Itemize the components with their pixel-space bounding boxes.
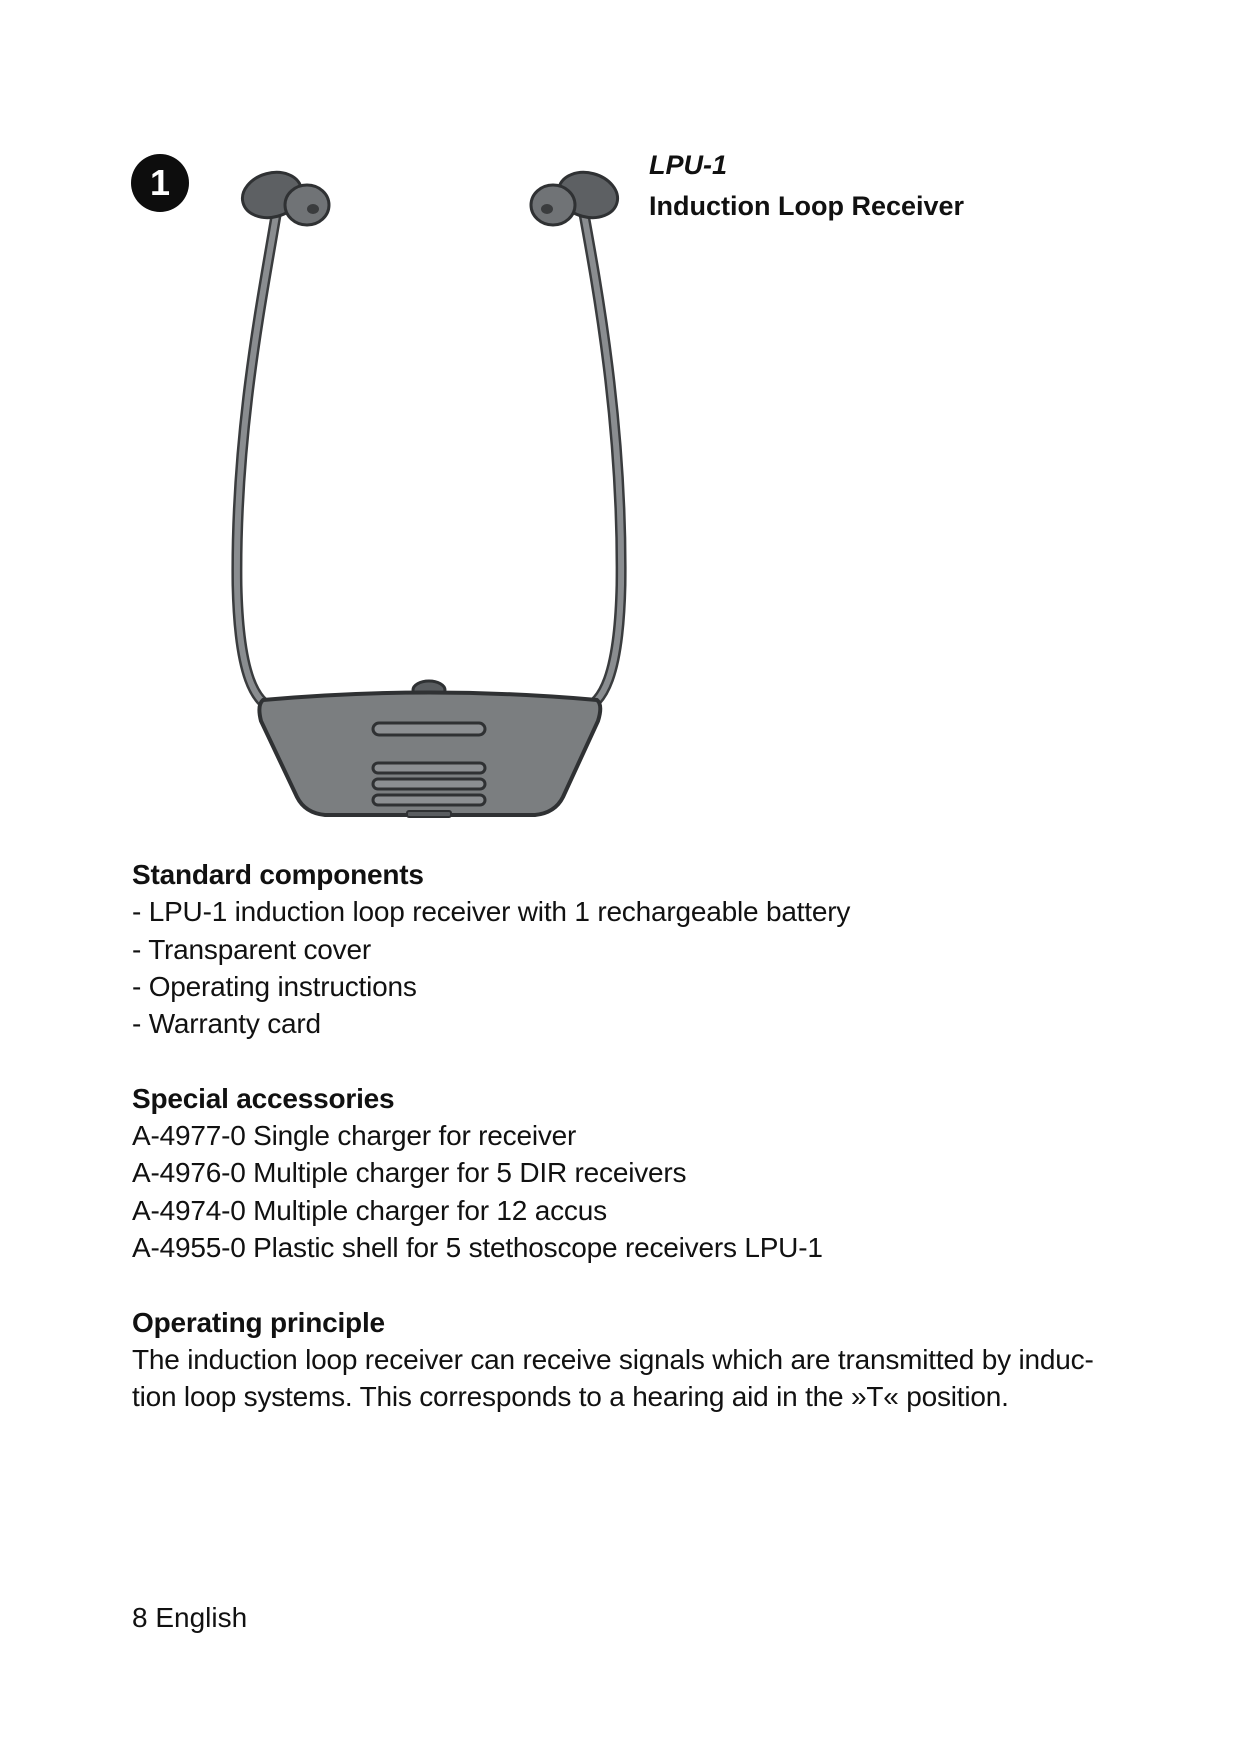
- special-accessories-section: [132, 1080, 1132, 1266]
- paragraph-line: The induction loop receiver can receive signals which are transmitted by induc-: [132, 1343, 1094, 1375]
- section-heading: Operating principle: [132, 1306, 385, 1338]
- left-earpiece: [237, 166, 329, 225]
- section-heading: Special accessories: [132, 1082, 395, 1114]
- page-footer: 8 English: [132, 1602, 248, 1633]
- main-content: [132, 856, 1132, 1415]
- list-item: - Transparent cover: [132, 933, 371, 965]
- device-title: Induction Loop Receiver: [649, 191, 965, 221]
- model-title: LPU-1: [649, 150, 728, 180]
- figure-number-badge: 1: [131, 154, 189, 212]
- list-item: - Operating instructions: [132, 970, 417, 1002]
- list-item: - LPU-1 induction loop receiver with 1 rechargeable battery: [132, 896, 851, 928]
- list-item: - Warranty card: [132, 1008, 321, 1040]
- paragraph-line: tion loop systems. This corresponds to a hearing aid in the »T« position.: [132, 1381, 1009, 1413]
- list-item: A-4977-0 Single charger for receiver: [132, 1120, 577, 1152]
- stethoscope-receiver-illustration: [225, 165, 645, 830]
- standard-components-section: [132, 856, 1132, 1042]
- right-earpiece: [531, 166, 623, 225]
- list-item: A-4955-0 Plastic shell for 5 stethoscope receivers LPU-1: [132, 1231, 823, 1263]
- section-heading: Standard components: [132, 859, 424, 890]
- receiver-body: [259, 681, 600, 817]
- list-item: A-4974-0 Multiple charger for 12 accus: [132, 1194, 607, 1226]
- list-item: A-4976-0 Multiple charger for 5 DIR receivers: [132, 1157, 687, 1189]
- operating-principle-section: [132, 1304, 1132, 1416]
